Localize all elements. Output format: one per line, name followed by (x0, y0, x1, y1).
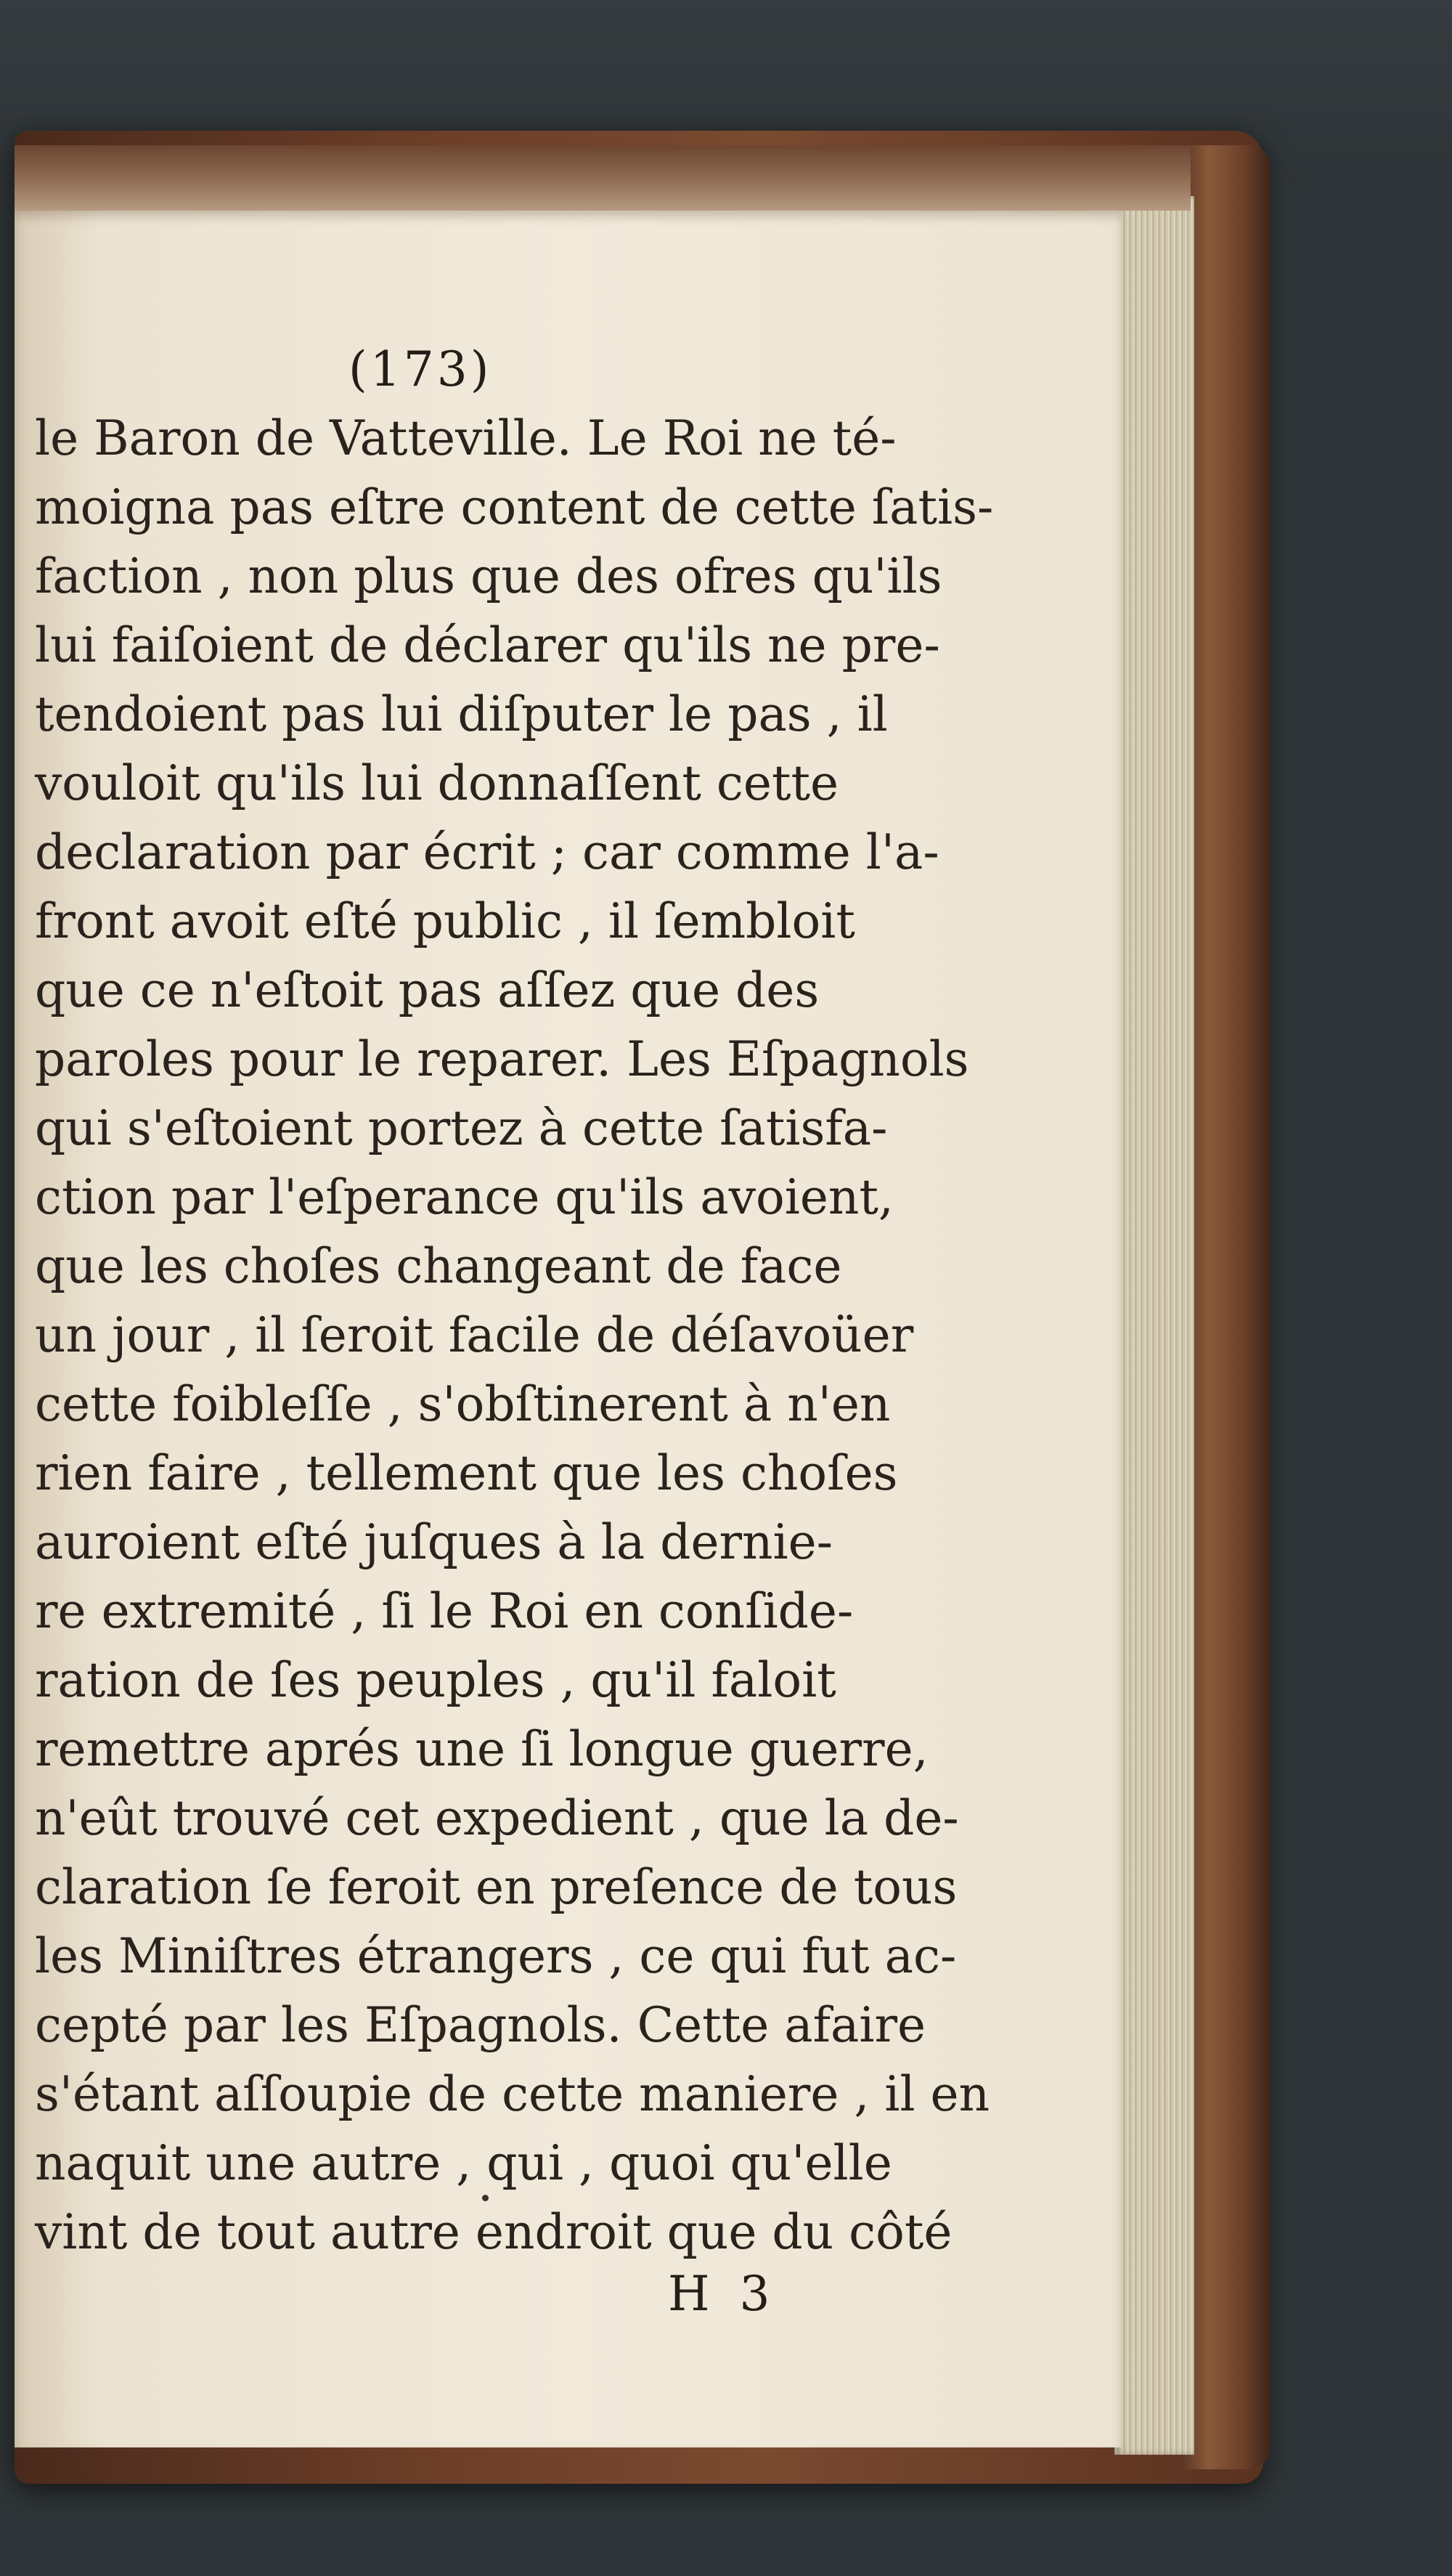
text-line: vint de tout autre endroit que du côté (35, 2204, 953, 2260)
text-line: qui s'eſtoient portez à cette ſatisfa- (35, 1100, 888, 1156)
text-line: ration de ſes peuples , qu'il faloit (35, 1652, 836, 1708)
text-line: le Baron de Vatteville. Le Roi ne té- (35, 410, 897, 466)
text-line: cette foibleſſe , s'obſtinerent à n'en (35, 1376, 891, 1432)
text-line: ction par l'eſperance qu'ils avoient, (35, 1169, 894, 1225)
page-number: (173) (348, 341, 492, 397)
page-fore-edge (1114, 196, 1194, 2455)
text-line: claration ſe feroit en preſence de tous (35, 1859, 958, 1915)
text-line: faction , non plus que des ofres qu'ils (35, 548, 942, 604)
signature-mark: H 3 (668, 2266, 778, 2322)
text-line: que les choſes changeant de face (35, 1238, 842, 1294)
text-line: naquit une autre , qui , quoi qu'elle (35, 2135, 892, 2191)
text-line: les Miniſtres étrangers , ce qui fut ac- (35, 1928, 957, 1984)
text-line: un jour , il ſeroit facile de déſavoüer (35, 1307, 914, 1363)
text-line: que ce n'eſtoit pas aſſez que des (35, 962, 820, 1018)
text-line: rien faire , tellement que les choſes (35, 1445, 898, 1501)
text-line: lui faiſoient de déclarer qu'ils ne pre- (35, 617, 940, 673)
text-line: paroles pour le reparer. Les Eſpagnols (35, 1031, 969, 1087)
text-line: declaration par écrit ; car comme l'a- (35, 824, 939, 880)
text-line: s'étant aſſoupie de cette maniere , il en (35, 2066, 990, 2122)
book-cover-edge (1183, 145, 1270, 2469)
page-top-edge (15, 145, 1191, 211)
text-line: re extremité , ſi le Roi en conſide- (35, 1583, 854, 1639)
text-line: moigna pas eſtre content de cette ſatis- (35, 479, 994, 535)
text-line: auroient eſté juſques à la dernie- (35, 1514, 833, 1570)
text-line: front avoit eſté public , il ſembloit (35, 893, 855, 949)
text-line: cepté par les Eſpagnols. Cette afaire (35, 1997, 926, 2053)
page-dot (482, 2195, 489, 2201)
text-line: tendoient pas lui diſputer le pas , il (35, 686, 888, 742)
text-line: n'eût trouvé cet expedient , que la de- (35, 1790, 959, 1846)
text-line: vouloit qu'ils lui donnaſſent cette (35, 755, 839, 811)
text-line: remettre aprés une ſi longue guerre, (35, 1721, 929, 1777)
